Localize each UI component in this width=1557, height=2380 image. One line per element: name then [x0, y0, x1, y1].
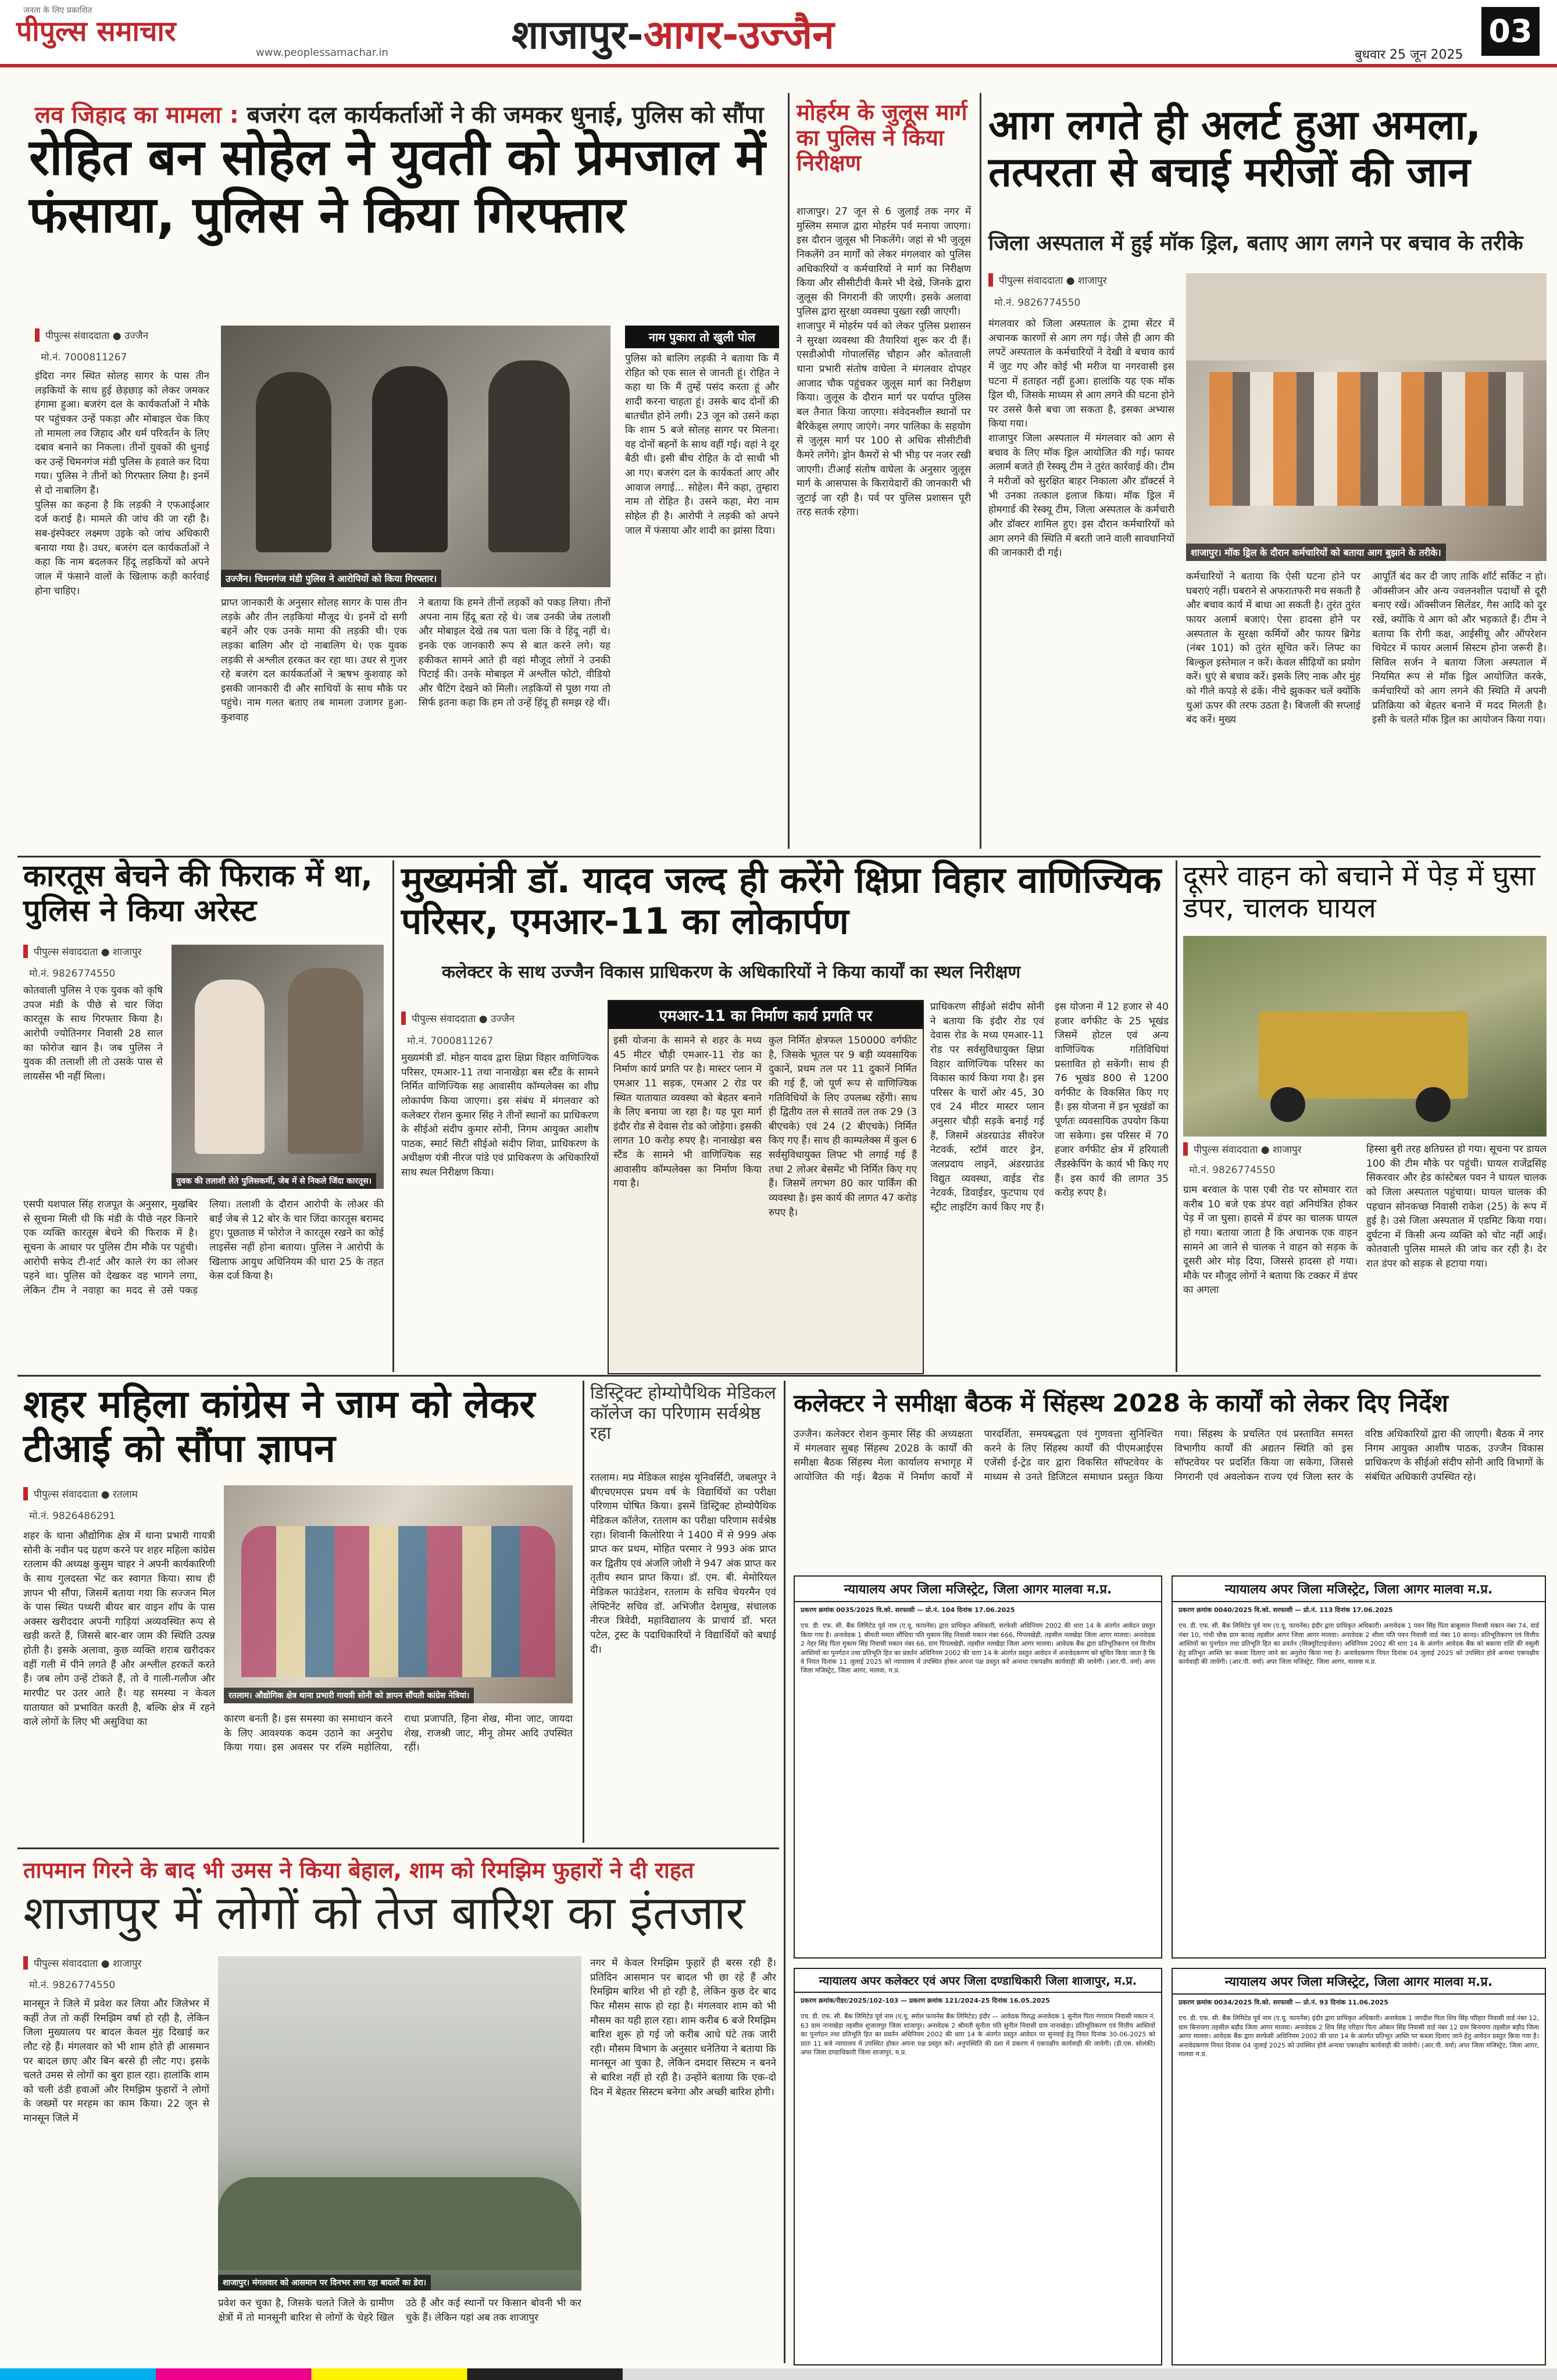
story10-kicker: तापमान गिरने के बाद भी उमस ने किया बेहाल, शाम को रिमझिम फुहारों ने दी राहत: [23, 1857, 694, 1883]
story7-body2: कारण बनती है। इस समस्या का समाधान करने के लिए आवश्यक कदम उठाने का अनुरोध किया गया। इस अवसर पर रश्मि महोलिया, राधा प्रजापति, हिना शेख, मीना जाट, जायदा शेख, राजश्री जाट, मीनू तोमर आदि उपस्थित रहीं।: [224, 1713, 573, 1754]
legal-notice-1-case: प्रकरण क्रमांक 0035/2025 वि.को. सरफासी — प्रो.नं. 104 दिनांक 17.06.2025: [801, 1606, 1015, 1614]
story3-phone: मो.नं. 9826774550: [994, 297, 1081, 309]
story1-body4: ने बताया कि हमने तीनों लड़कों को पकड़ लिया। तीनों अपना नाम हिंदू बता रहे थे। जब उनकी जेब तलाशी और मोबाइल देखे तब पता चला कि वे हिंदू नहीं थे। इनके एक जानकारी रूप से बात करने लगे। यह हकीकत सामने आते ही वहां मौजूद लोगों ने उनकी पिटाई की। उनके मोबाइल में अश्लील फोटो, वीडियो और चैटिंग देखने को मिली। लड़कियों से पूछा गया तो सिर्फ इतना कहा कि हम तो उन्हें हिंदू ही समझ रहे थीं।: [419, 597, 610, 709]
story10-byline: पीपुल्स संवाददाता ● शाजापुर: [23, 1956, 142, 1970]
story3-col1: [988, 317, 1174, 820]
section-title-b: आगर-उज्जैन: [643, 12, 834, 58]
column-divider: [980, 93, 981, 849]
issue-date: बुधवार 25 जून 2025: [1355, 48, 1463, 62]
story6-body2: हिस्सा बुरी तरह क्षतिग्रस्त हो गया। सूचना पर डायल 100 की टीम मौके पर पहुंची। घायल राजेंद्रसिंह सिकरवार और हेड कांस्टेबल पवन ने घायल चालक को जिला अस्पताल पहुंचाया। घायल चालक की पहचान सोनकच्छ निवासी राकेश (25) के रूप में हुई है। उसे जिला अस्पताल में एडमिट किया गया। दुर्घटना में किसी अन्य व्यक्ति को चोट नहीं आई। कोतवाली पुलिस मामले की जांच कर रही है। देर रात डंपर को सड़क से हटाया गया।: [1366, 1143, 1547, 1270]
story10-photo: [218, 1956, 581, 2290]
person-silhouette: [288, 968, 363, 1154]
story6-byline: पीपुल्स संवाददाता ● शाजापुर: [1183, 1142, 1302, 1156]
person-silhouette: [256, 372, 331, 552]
story4-body2: एसपी यशपाल सिंह राजपूत के अनुसार, मुखबिर से सूचना मिली थी कि मंडी के पीछे नहर किनारे एक व्यक्ति कारतूस बेचने की फिराक में है। सूचना के आधार पर पुलिस टीम मौके पर पहुंची। आरोपी सफेद टी-शर्ट और काले रंग का लोअर पहने था। पुलिस को देखकर वह भागने लगा, लेकिन टीम ने नवाहा का मदद से उसे पकड़ लिया। तलाशी के दौरान आरोपी के लोअर की बाईं जेब से 12 बोर के चार जिंदा कारतूस बरामद हुए। पूछताछ में फोरोज ने कारतूस रखने का कोई लाइसेंस नहीं होना बताया। पुलिस ने आरोपी के खिलाफ आयुध अधिनियम की धारा 25 के तहत केस दर्ज किया है।: [23, 1199, 384, 1296]
story4-photo: [172, 945, 384, 1189]
story5-headline: मुख्यमंत्री डॉ. यादव जल्द ही करेंगे क्षिप्रा विहार वाणिज्यिक परिसर, एमआर-11 का लोकार्पण: [401, 859, 1162, 943]
wheel-shape: [1270, 1087, 1305, 1122]
legal-notice-3-case: प्रकरण क्रमांक/रीडर/2025/102-103 — प्रकरण क्रमांक 121/2024-25 दिनांक 16.05.2025: [801, 1997, 1050, 2004]
story3-body1: मंगलवार को जिला अस्पताल के ट्रामा सेंटर में अचानक कारणों से आग लग गई। जैसे ही आग की लपटें अस्पताल के कर्मचारियों ने देखी वे बचाव कार्य में जुट गए और कोई भी मरीज या नगरवासी इस घटना में हताहत नहीं हुआ। हालांकि यह एक मॉक ड्रिल थी, जिसके माध्यम से आग लगने की घटना होने पर उससे कैसे बचा जा सकता है, इसका अभ्यास किया गया।: [988, 318, 1174, 430]
section-divider: [17, 856, 1541, 857]
story1-body1: इंदिरा नगर स्थित सोलह सागर के पास तीन लड़कियों के साथ हुई छेड़छाड़ को लेकर जमकर हंगामा हुआ। बजरंग दल के कार्यकर्ताओं ने मौके पर पहुंचकर उन्हें पकड़ा और मोबाइल चेक किए तो मामला लव जिहाद और धर्म परिवर्तन के लिए दबाव बनाने का निकला। तीनों युवकों की धुनाई कर उन्हें चिमनगंज मंडी पुलिस के हवाले कर दिया गया। पुलिस ने तीनों को गिरफ्तार लिया है। इनमें से दो नाबालिग हैं।: [35, 370, 209, 497]
legal-notice-1-title: न्यायालय अपर जिला मजिस्ट्रेट, जिला आगर मालवा म.प्र.: [795, 1577, 1161, 1602]
story1-kicker: [35, 98, 773, 130]
tree-line: [218, 2177, 581, 2270]
column-divider: [392, 860, 394, 1372]
story3-subhead: जिला अस्पताल में हुई मॉक ड्रिल, बताए आग लगने पर बचाव के तरीके: [988, 231, 1523, 255]
story10-body2: प्रवेश कर चुका है, जिसके चलते जिले के ग्रामीण क्षेत्रों में तो मानसूनी बारिश से लोगों के चेहरे खिल उठे हैं और कई स्थानों पर किसान बोवनी भी कर चुके हैं। लेकिन यहां अब तक शाजापुर: [218, 2297, 581, 2324]
masthead: [0, 0, 1557, 67]
story2-body1: शाजापुर। 27 जून से 6 जुलाई तक नगर में मुस्लिम समाज द्वारा मोहर्रम पर्व मनाया जाएगा। इस दौरान जुलूस भी निकलेंगे। जहां से भी जुलूस निकलेंगे उन मार्गों को लेकर मंगलवार को पुलिस अधिकारियों व कर्मचारियों ने मार्ग का निरीक्षण किया और सीसीटीवी कैमरे भी देखे, जिनके द्वारा जुलूस की निगरानी की जाएगी। इसके अलावा पुलिस द्वारा सुरक्षा व्यवस्था पुख्ता रखी जाएगी।: [797, 206, 971, 318]
story1-body3: प्राप्त जानकारी के अनुसार सोलह सागर के पास तीन लड़के और तीन लड़कियां मौजूद थे। इनमें दो सगी बहनें और एक उनके मामा की लड़की थी। एक लड़का बालिग और दो नाबालिग थे। एक युवक लड़की से अश्लील हरकत कर रहा था। उधर से गुजर रहे बजरंग दल कार्यकर्ताओं ने ऋषभ कुशवाह को इसकी जानकारी दी और साथियों के साथ मौके पर पहुंचे। नाम गलत बताए तब मामला उजागर हुआ-कुशवाह: [221, 597, 407, 724]
story1-sidebar: [625, 326, 779, 860]
story2-body: [797, 205, 971, 850]
legal-notice-4-body: एच. डी. एफ. सी. बैंक लिमिटेड पूर्व नाम (ए.यू. फायनेंस) इंदौर द्वारा प्राधिकृत अधिकारी। अनावेदक 1 जगदीश पिता शिव सिंह परिहार निवासी वार्ड नंबर 12, ग्राम बिनायगा तहसील बड़ौद जिला आगर मालवा। अनावेदक 2 शिव सिंह परिहार पिता ओंकार सिंह निवासी वार्ड नंबर 12 ग्राम बिनायगा तहसील बड़ौद जिला आगर मालवा। आवेदक बैंक द्वारा सरफेसी अधिनियम 2002 की धारा 14 के अंतर्गत प्रतिभूत आस्ति पर कब्जा दिलाए जाने हेतु आवेदन प्रस्तुत किया गया है। अनावेदकगण नियत दिनांक 04 जुलाई 2025 को उपस्थित होवें अन्यथा एकपक्षीय कार्यवाही की जावेगी। (आर.पी. वर्मा) अपर जिला मजिस्ट्रेट, जिला आगर, मालवा म.प्र.: [1179, 2014, 1539, 2058]
story3-body4: आपूर्ति बंद कर दी जाए ताकि शॉर्ट सर्किट न हो। ऑक्सीजन और अन्य ज्वलनशील पदार्थों से दूरी बनाए रखें। ऑक्सीजन सिलेंडर, गैस आदि को दूर रखें, क्योंकि ये आग को और भड़काते हैं। टीम ने बताया कि रोगी कक्ष, आईसीयू और ऑपरेशन थियेटर में फायर अलार्म सिस्टम होना जरूरी है। सिविल सर्जन ने बताया जिला अस्पताल में नियमित रूप से मॉक ड्रिल आयोजित करके, कर्मचारियों को आग लगने की स्थिति में अपनी प्रतिक्रिया को बेहतर बनाने में मदद मिलती है। इसी के चलते मॉक ड्रिल का आयोजन किया गया।: [1372, 571, 1547, 726]
story7-photo: [224, 1485, 573, 1703]
story1-kicker-red: लव जिहाद का मामला :: [35, 102, 239, 128]
wheel-shape: [1416, 1087, 1451, 1122]
story4-byline: पीपुल्स संवाददाता ● शाजापुर: [23, 945, 142, 958]
print-color-bar: [0, 2368, 1557, 2380]
story1-headline: रोहित बन सोहेल ने युवती को प्रेमजाल में फंसाया, पुलिस ने किया गिरफ्तार: [29, 128, 766, 244]
story10-body3: नगर में केवल रिमझिम फुहारें ही बरस रही हैं। प्रतिदिन आसमान पर बादल भी छा रहे हैं और रिमझिम बारिश भी हो रही है, लेकिन कुछ देर बाद फिर मौसम साफ हो रहा है। मंगलवार शाम को भी मौसम का यही हाल रहा। शाम करीब 6 बजे रिमझिम बारिश शुरू हो गई जो करीब आधे घंटे तक जारी रही। मौसम विभाग के अनुसार धनेतिया ने बताया कि मानसून आ चुका है, लेकिन दमदार सिस्टम न बनने से बारिश नहीं हो रही है। उन्होंने बताया कि एक-दो दिन में बेहतर सिस्टम बनेगा और अच्छी बारिश होगी।: [590, 1957, 776, 2098]
story3-body3: कर्मचारियों ने बताया कि ऐसी घटना होने पर घबराएं नहीं। घबराने से अफरातफरी मच सकती है और बचाव कार्य में बाधा आ सकती है। तुरंत तुरंत फायर अलार्म बजाएं। ऐसा हादसा होने पर अस्पताल के सुरक्षा कर्मियों और फायर ब्रिगेड (नंबर 101) को तुरंत सूचित करें। लिफ्ट का बिल्कुल इस्तेमाल न करें। केवल सीढ़ियों का प्रयोग करें। धुएं से बचाव करें। इसके लिए नाक और मुंह को गीले कपड़े से ढंकें। नीचे झुककर चलें क्योंकि धुआं ऊपर की तरफ उठता है। बिजली की सप्लाई बंद करें। मुख्य: [1186, 571, 1360, 726]
group-shape: [241, 1526, 555, 1677]
story9-body: उज्जैन। कलेक्टर रोशन कुमार सिंह की अध्यक्षता में मंगलवार सुबह सिंहस्थ 2028 के कार्यों की समीक्षा बैठक सिंहस्थ मेला कार्यालय सभागृह में आयोजित की गई। बैठक में निर्माण कार्यों में पारदर्शिता, समयबद्धता एवं गुणवत्ता सुनिश्चित करने के लिए सिंहस्थ कार्यों की पीएमआईएस एजेंसी ई-ट्रेड वार द्वारा विकसित सॉफ्टवेयर के माध्यम से उनते डिजिटल समाधान प्रस्तुत किया गया। सिंहस्थ के प्रचलित एवं प्रस्तावित समस्त विभागीय कार्यों की अद्यतन स्थिति को इस सॉफ्टवेयर पर प्रदर्शित किया जा सकेगा, जिससे निगरानी एवं अवलोकन राज्य एवं जिला स्तर के वरिष्ठ अधिकारियों द्वारा की जाएगी। बैठक में नगर निगम आयुक्त आशीष पाठक, उज्जैन विकास प्राधिकरण के सीईओ संदीप सोनी आदि विभागों के संबंधित अधिकारी उपस्थित रहे।: [794, 1428, 1544, 1483]
story10-headline: शाजापुर में लोगों को तेज बारिश का इंतजार: [23, 1886, 745, 1940]
column-divider: [1176, 860, 1177, 1372]
story1-sidebar-title: नाम पुकारा तो खुली पोल: [625, 326, 779, 348]
story1-phone: मो.नं. 7000811267: [41, 352, 127, 363]
section-divider: [17, 1847, 779, 1849]
column-divider: [784, 1381, 785, 2363]
story5-body4: कुल निर्मित क्षेत्रफल 150000 वर्गफीट है, जिसके भूतल पर 9 बड़ी व्यवसायिक दुकानें, प्रथम तल पर 11 दुकानें निर्मित की गई हैं, जो पूर्ण रूप से वाणिज्यिक गतिविधियों के लिए उपलब्ध रहेंगी। साथ ही द्वितीय तल से सातवें तल तक 29 (3 बीएचके) एवं 24 (2 बीएचके) निर्मित किए गए हैं। साथ ही काम्पलेक्स में कुल 6 सर्वसुविधायुक्त लिफ्ट भी लगाई गई हैं तथा 2 लोअर बेसमेंट भी निर्मित किए गए हैं। जिसमें लगभग 80 कार पार्किंग की व्यवस्था है। इस कार्य की लागत 47 करोड़ रुपए है।: [769, 1035, 917, 1218]
story7-photo-caption: रतलाम। औद्योगिक क्षेत्र थाना प्रभारी गायत्री सोनी को ज्ञापन सौंपती कांग्रेस नेत्रियां।: [224, 1688, 474, 1703]
legal-notice-2-case: प्रकरण क्रमांक 0040/2025 वि.को. सरफासी — प्रो.नं. 113 दिनांक 17.06.2025: [1179, 1606, 1393, 1614]
section-title-a: शाजापुर-: [512, 12, 644, 58]
story5-box: [608, 1000, 924, 1374]
story5-subhead: कलेक्टर के साथ उज्जैन विकास प्राधिकरण के अधिकारियों ने किया कार्यों का स्थल निरीक्षण: [442, 962, 1021, 982]
person-silhouette: [195, 980, 265, 1154]
legal-notice-4-case: प्रकरण क्रमांक 0034/2025 वि.को. सरफासी — प्रो.नं. 93 दिनांक 11.06.2025: [1179, 1999, 1388, 2006]
person-silhouette: [488, 360, 570, 552]
story7-byline: पीपुल्स संवाददाता ● रतलाम: [23, 1487, 138, 1500]
website-link[interactable]: www.peoplessamachar.in: [256, 47, 388, 59]
story10-photo-caption: शाजापुर। मंगलवार को आसमान पर दिनभर लगा रहा बादलों का डेरा।: [218, 2275, 431, 2290]
story9-headline: कलेक्टर ने समीक्षा बैठक में सिंहस्थ 2028 के कार्यों को लेकर दिए निर्देश: [794, 1389, 1448, 1417]
section-divider: [17, 1375, 1541, 1377]
story1-kicker-rest: बजरंग दल कार्यकर्ताओं ने की जमकर धुनाई, पुलिस को सौंपा: [247, 102, 764, 128]
story3-photo: [1186, 273, 1547, 561]
story4-phone: मो.नं. 9826774550: [29, 968, 116, 980]
legal-notice-1-body: एच. डी. एफ. सी. बैंक लिमिटेड पूर्व नाम (ए.यू. फायनेंस) द्वारा प्राधिकृत अधिकारी, सरफेसी अधिनियम 2002 की धारा 14 के अंतर्गत आवेदन प्रस्तुत किया गया है। अनावेदक 1 श्रीमती ममता सौंधिया पति मुकाम सिंह निवासी मकान नंबर 666, पिपलखेड़ी, तहसील नलखेड़ा जिला आगर मालवा। अनावेदक 2 नेहर सिंह पिता मुकाम सिंह निवासी मकान नंबर 66, ग्राम पिपलखेड़ी, तहसील नलखेड़ा जिला आगर मालवा। आवेदक बैंक द्वारा प्रतिभूतिकरण एवं वित्तीय आस्तियों का पुनर्गठन तथा प्रतिभूति हित का प्रवर्तन अधिनियम 2002 की धारा 14 के अंतर्गत प्रस्तुत आवेदन में अनावेदकगण को सूचित किया जाता है कि वे नियत दिनांक 11 जुलाई 2025 को न्यायालय में उपस्थित होकर अपना पक्ष प्रस्तुत करें अन्यथा एकपक्षीय कार्यवाही की जावेगी। (आर.पी. वर्मा) अपर जिला मजिस्ट्रेट, जिला आगर, मालवा, म.प्र.: [801, 1622, 1155, 1675]
story8-headline: डिस्ट्रिक्ट होम्योपैथिक मेडिकल कॉलेज का परिणाम सर्वश्रेष्ठ रहा: [590, 1383, 776, 1443]
story4-headline: कारतूस बेचने की फिराक में था, पुलिस ने किया अरेस्ट: [23, 859, 373, 928]
story1-photo: [221, 326, 610, 587]
legal-notice-4: [1172, 1968, 1546, 2365]
logo-tagline: जनता के लिए प्रकाशित: [23, 6, 92, 15]
story5-byline: पीपुल्स संवाददाता ● उज्जैन: [401, 1012, 515, 1025]
story1-body2: पुलिस का कहना है कि लड़की ने एफआईआर दर्ज कराई है। मामले की जांच की जा रही है। सब-इंस्पेक्टर लक्ष्मण उइके को जांच अधिकारी बनाया गया है। उधर, बजरंग दल कार्यकर्ताओं ने कहा कि नाम बदलकर हिंदू लड़कियों को अपने जाल में फंसाने वालों के खिलाफ कड़ी कार्रवाई होना चाहिए।: [35, 499, 209, 597]
story5-box-title: एमआर-11 का निर्माण कार्य प्रगति पर: [609, 1001, 923, 1029]
story7-phone: मो.नं. 9826486291: [29, 1510, 116, 1522]
legal-notice-4-title: न्यायालय अपर जिला मजिस्ट्रेट, जिला आगर मालवा म.प्र.: [1173, 1969, 1545, 1995]
dumper-truck-shape: [1259, 1012, 1468, 1099]
legal-notice-3-body: एच. डी. एफ. सी. बैंक लिमिटेड पूर्व नाम (ए.यू. स्मॉल फायनेंस बैंक लिमिटेड) इंदौर — आवेदक विरुद्ध अनावेदक 1 सुनील पिता गंगाराम निवासी मकान नं. 63 ग्राम नानाखेड़ा तहसील शुजालपुर जिला शाजापुर। अनावेदक 2 श्रीमती सुनीता पति सुनील निवासी ग्राम नानाखेड़ा। प्रतिभूतिकरण एवं वित्तीय आस्तियों का पुनर्गठन तथा प्रतिभूति हित का प्रवर्तन अधिनियम 2002 की धारा 14 के अंतर्गत प्रस्तुत आवेदन पर सुनवाई हेतु नियत दिनांक 30-06-2025 को प्रातः 11 बजे न्यायालय में उपस्थित होकर अपना पक्ष प्रस्तुत करें। अनुपस्थिति की दशा में प्रकरण में एकपक्षीय कार्यवाही की जावेगी। (डी.एस. सोलंकी) अपर जिला दण्डाधिकारी जिला शाजापुर, म.प्र.: [801, 2013, 1155, 2056]
story6-body1: ग्राम बरवाल के पास एबी रोड पर सोमवार रात करीब 10 बजे एक डंपर वहां अनियंत्रित होकर पेड़ में जा घुसा। हादसे में डंपर का चालक घायल हो गया। बताया जाता है कि अचानक एक वाहन सामने आ जाने से चालक ने वाहन को सड़क के दूसरी ओर मोड़ दिया, जिससे हादसा हो गया। मौके पर मौजूद लोगों ने बताया कि टक्कर में डंपर का अगला: [1183, 1184, 1358, 1296]
story7-headline: शहर महिला कांग्रेस ने जाम को लेकर टीआई को सौंपा ज्ञापन: [23, 1382, 535, 1471]
story10-body1: मानसून ने जिले में प्रवेश कर लिया और जिलेभर में कहीं तेज तो कहीं रिमझिम वर्षा हो रही है, लेकिन जिला मुख्यालय पर बादल केवल मुंह दिखाई कर लौट रहे हैं। मंगलवार को भी शाम होते ही आसमान पर बादल छाए और बिन बरसे ही लौट गए। इसके चलते उमस से लोगों का बुरा हाल रहा। हालांकि शाम को चली ठंडी हवाओं और रिमझिम फुहारों ने लोगों के जख्मों पर मरहम का काम किया। 22 जून से मानसून जिले में: [23, 1998, 209, 2125]
story1-col1: [35, 369, 209, 860]
legal-notice-2: [1172, 1575, 1546, 1959]
legal-notice-2-body: एच. डी. एफ. सी. बैंक लिमिटेड पूर्व नाम (ए.यू. फायनेंस) इंदौर द्वारा प्राधिकृत अधिकारी। अनावेदक 1 पवन सिंह पिता बाबूलाल निवासी मकान नंबर 74, वार्ड नंबर 10, गांधी चौक ग्राम कानड़ तहसील आगर जिला आगर मालवा। अनावेदक 2 शीला पति पवन निवासी वार्ड नंबर 10 कानड़। प्रतिभूतिकरण एवं वित्तीय आस्तियों का पुनर्गठन तथा प्रतिभूति हित का प्रवर्तन (सिक्यूरिटाइजेशन) अधिनियम 2002 की धारा 14 के अंतर्गत आवेदक बैंक को बकाया राशि की वसूली हेतु प्रतिभूत आस्ति का कब्जा दिलाए जाने का अनुरोध किया गया है। अनावेदकगण नियत दिनांक 04 जुलाई 2025 को उपस्थित होवें अन्यथा एकपक्षीय कार्यवाही की जावेगी। (आर.पी. वर्मा) अपर जिला मजिस्ट्रेट, जिला आगर, मालवा म.प्र.: [1179, 1622, 1539, 1666]
story10-phone: मो.नं. 9826774550: [29, 1979, 116, 1991]
story2-body2: शाजापुर में मोहर्रम पर्व को लेकर पुलिस प्रशासन ने सुरक्षा व्यवस्था की तैयारियां शुरू कर दी हैं। एसडीओपी गोपालसिंह चौहान और कोतवाली थाना प्रभारी संतोष वाघेला ने मंगलवार दोपहर आजाद चौक पहुंचकर जुलूस मार्ग का निरीक्षण किया। जुलूस के दौरान मार्ग पर पर्याप्त पुलिस बल तैनात किया जाएगा। संवेदनशील स्थानों पर बैरिकेड्स लगाए जाएंगे। नगर पालिका के सहयोग से जुलूस मार्ग पर 100 से अधिक सीसीटीवी कैमरे लगेंगे। ड्रोन कैमरों से भी भीड़ पर नजर रखी जाएगी। टीआई संतोष वाघेला के अनुसार जुलूस मार्ग के आसपास के किरायेदारों की जानकारी भी जुटाई जा रही है। पर्व पर पुलिस प्रशासन पूरी तरह सतर्क रहेगा।: [797, 320, 971, 519]
story8-body1: रतलाम। मप्र मेडिकल साइंस यूनिवर्सिटी, जबलपुर ने बीएचएमएस प्रथम वर्ष के विद्यार्थियों का परीक्षा परिणाम घोषित किया। इसमें डिस्ट्रिक्ट होम्योपैथिक मेडिकल कॉलेज, रतलाम का परीक्षा परिणाम सर्वश्रेष्ठ रहा। शिवानी किलोरिया ने 1400 में से 999 अंक प्राप्त कर प्रथम, मोहित परमार ने 993 अंक प्राप्त कर द्वितीय एवं अंजलि जोशी ने 947 अंक प्राप्त कर तृतीय स्थान प्राप्त किया। डॉ. एम. बी. मेमोरियल मेडिकल फाउंडेशन, रतलाम के सचिव चेयरमैन एवं लेफ्टिनेंट सचिव डॉ. अभिजीत देशमुख, संचालक नीरज त्रिवेदी, महाविद्यालय के प्राचार्य डॉ. भरत पटेल, ट्रस्ट के पदाधिकारियों ने विद्यार्थियों को बधाई दी।: [590, 1472, 776, 1656]
story4-photo-caption: युवक की तलाशी लेते पुलिसकर्मी, जेब में से निकले जिंदा कारतूस।: [172, 1173, 376, 1189]
story3-body2: शाजापुर जिला अस्पताल में मंगलवार को आग से बचाव के लिए मॉक ड्रिल आयोजित की गई। फायर अलार्म बजते ही रेस्क्यू टीम ने तुरंत कार्रवाई की। टीम ने मरीजों को सुरक्षित बाहर निकाला और डॉक्टर्स ने भी उनका तत्काल इलाज किया। मॉक ड्रिल में होमगार्ड की रेस्क्यू टीम, जिला अस्पताल के कर्मचारी और डॉक्टर शामिल हुए। इस दौरान कर्मचारियों को आग लगने की स्थिति में बरती जाने वाली सावधानियों की जानकारी दी गई।: [988, 433, 1174, 559]
legal-notice-1: [794, 1575, 1162, 1959]
story6-phone: मो.नं. 9826774550: [1189, 1164, 1276, 1176]
story5-body2: प्राधिकरण सीईओ संदीप सोनी ने बताया कि इंदौर रोड एवं देवास रोड के मध्य एमआर-11 रोड पर सर्वसुविधायुक्त क्षिप्रा विहार वाणिज्यिक परिसर का विकास कार्य किया गया है। इस परिसर के चारों ओर 45, 30 एवं 24 मीटर मास्टर प्लान अनुसार चौड़ी सड़कें बनाई गई हैं, जिसमें अंडरग्राउंड सीवरेज नेटवर्क, स्टॉर्म वाटर ड्रेन, जलप्रदाय लाइनें, अंडरग्राउंड विद्युत व्यवस्था, वाईड रोड नेटवर्क, डिवाईडर, फुटपाथ एवं स्ट्रीट लाइटिंग कार्य किए गए हैं। इस योजना में 12 हजार से 40 हजार वर्गफीट के 25 भूखंड जिसमें होटल एवं अन्य वाणिज्यिक गतिविधियां प्रस्तावित हो सकेंगी। साथ ही 76 भूखंड 800 से 1200 वर्गफीट के विकसित किए गए हैं। इस योजना में इन भूखंडों का पूर्णतः व्यवसायिक उपयोग किया जा सकेगा। इस परिसर में 70 हजार वर्गफीट क्षेत्र में हरियाली लैंडस्केपिंग के कार्य भी किए गए हैं। इस कार्य की लागत 35 करोड़ रुपए है।: [930, 1001, 1169, 1213]
page-number: 03: [1481, 7, 1540, 56]
crowd-shape: [1209, 372, 1523, 506]
story3-headline: आग लगते ही अलर्ट हुआ अमला, तत्परता से बचाई मरीजों की जान: [988, 101, 1481, 196]
story2-headline: मोहर्रम के जुलूस मार्ग का पुलिस ने किया निरीक्षण: [797, 99, 967, 176]
story1-body5: पुलिस को बालिग लड़की ने बताया कि मैं रोहित को एक साल से जानती हूं। रोहित ने कहा था कि मैं तुम्हें पसंद करता हूं और शादी करना चाहता हूं। उसके बाद दोनों की बातचीत होने लगी। 23 जून को उसने कहा कि शाम 5 बजे सोलह सागर पर मिलना। वह दोनों बहनों के साथ वहीं गई। वहां ने दूर बैठी थी। इसी बीच रोहित के दो साथी भी आ गए। बजरंग दल के कार्यकर्ता आए और आवाज लगाई... सोहेल। मैंने कहा, तुम्हारा नाम तो रोहित है। उसने कहा, मेरा नाम सोहेल ही है। आरोपी ने लड़की को अपने जाल में फंसाया और शादी का झांसा दिया।: [625, 353, 779, 537]
story6-headline: दूसरे वाहन को बचाने में पेड़ में घुसा डंपर, चालक घायल: [1183, 860, 1535, 925]
story1-byline: पीपुल्स संवाददाता ● उज्जैन: [35, 328, 148, 342]
story5-body3: इसी योजना के सामने से शहर के मध्य 45 मीटर चौड़ी एमआर-11 रोड का निर्माण कार्य प्रगति पर है। मास्टर प्लान में एमआर 11 सड़क, एमआर 2 रोड पर स्थित यातायात व्यवस्था को बेहतर बनाने के लिए बनाया जा रहा है। यह पूरा मार्ग इंदौर रोड से देवास रोड को जोड़ेगा। इसकी लागत 10 करोड़ रुपए है। नानाखेड़ा बस स्टैंड के सामने भी वाणिज्यिक सह आवासीय कॉम्पलेक्स का निर्माण किया गया है।: [613, 1035, 762, 1190]
legal-notice-3: [794, 1968, 1162, 2365]
story1-photo-caption: उज्जैन। चिमनगंज मंडी पुलिस ने आरोपियों को किया गिरफ्तार।: [221, 570, 441, 587]
story7-body1: शहर के थाना औद्योगिक क्षेत्र में थाना प्रभारी गायत्री सोनी के नवीन पद ग्रहण करने पर शहर महिला कांग्रेस रतलाम की अध्यक्ष कुसुम चाहर ने अपनी कार्यकारिणी के साथ गुलदस्ता भेंट कर स्वागत किया। साथ ही ज्ञापन भी सौंपा, जिसमें बताया गया कि सज्जन मिल के पास स्थित पथ्थरी बीयर बार वाइन शॉप के पास अक्सर खरीददार अपनी गाड़ियां अव्यवस्थित रूप से खड़ी करते हैं, जिससे बार-बार जाम की स्थिति उत्पन्न होती है। इसके अलावा, कुछ व्यक्ति शराब खरीदकर वहीं गली में पीने लगते हैं और अश्लील हरकतें करते हैं। जब लोग उन्हें टोकते हैं, तो वे गाली-गलौज और मारपीट पर उतर आते हैं। यह समस्या न केवल यातायात को प्रभावित करती है, बल्कि क्षेत्र में रहने वाले लोगों के लिए भी असुविधा का: [23, 1530, 215, 1728]
section-title: [512, 6, 834, 60]
story3-byline: पीपुल्स संवाददाता ● शाजापुर: [988, 273, 1107, 287]
story5-body1: मुख्यमंत्री डॉ. मोहन यादव द्वारा क्षिप्रा विहार वाणिज्यिक परिसर, एमआर-11 तथा नानाखेड़ा बस स्टैंड के सामने निर्मित वाणिज्यिक सह आवासीय कॉम्पलेक्स का शीघ्र लोकार्पण किया जाएगा। इस संबंध में मंगलवार को कलेक्टर रोशन कुमार सिंह ने तीनों स्थानों का प्राधिकरण के सीईओ संदीप कुमार सोनी, निगम आयुक्त आशीष पाठक, स्मार्ट सिटी सीईओ संदीप शिवा, प्राधिकरण के अधीक्षण यंत्री नीरज पांडे एवं प्राधिकरण के अधिकारियों साथ स्थल निरीक्षण किया।: [401, 1052, 599, 1179]
story4-body1: कोतवाली पुलिस ने एक युवक को कृषि उपज मंडी के पीछे से चार जिंदा कारतूस के साथ गिरफ्तार किया है। आरोपी ज्योतिनगर निवासी 28 साल का फोरोज खान है। जब पुलिस ने युवक की तलाशी ली तो उसके पास से लायसेंस भी नहीं मिला।: [23, 985, 163, 1082]
legal-notice-3-title: न्यायालय अपर कलेक्टर एवं अपर जिला दण्डाधिकारी जिला शाजापुर, म.प्र.: [795, 1969, 1161, 1993]
story6-photo: [1183, 936, 1547, 1137]
legal-notice-2-title: न्यायालय अपर जिला मजिस्ट्रेट, जिला आगर मालवा म.प्र.: [1173, 1577, 1545, 1602]
person-silhouette: [372, 366, 448, 552]
building-wall: [1186, 273, 1547, 360]
story5-phone: मो.नं. 7000811267: [407, 1035, 494, 1047]
column-divider: [788, 93, 790, 849]
newspaper-logo: पीपुल्स समाचार: [16, 15, 176, 48]
column-divider: [583, 1381, 584, 1843]
story3-photo-caption: शाजापुर। मॉक ड्रिल के दौरान कर्मचारियों को बताया आग बुझाने के तरीके।: [1186, 544, 1446, 561]
